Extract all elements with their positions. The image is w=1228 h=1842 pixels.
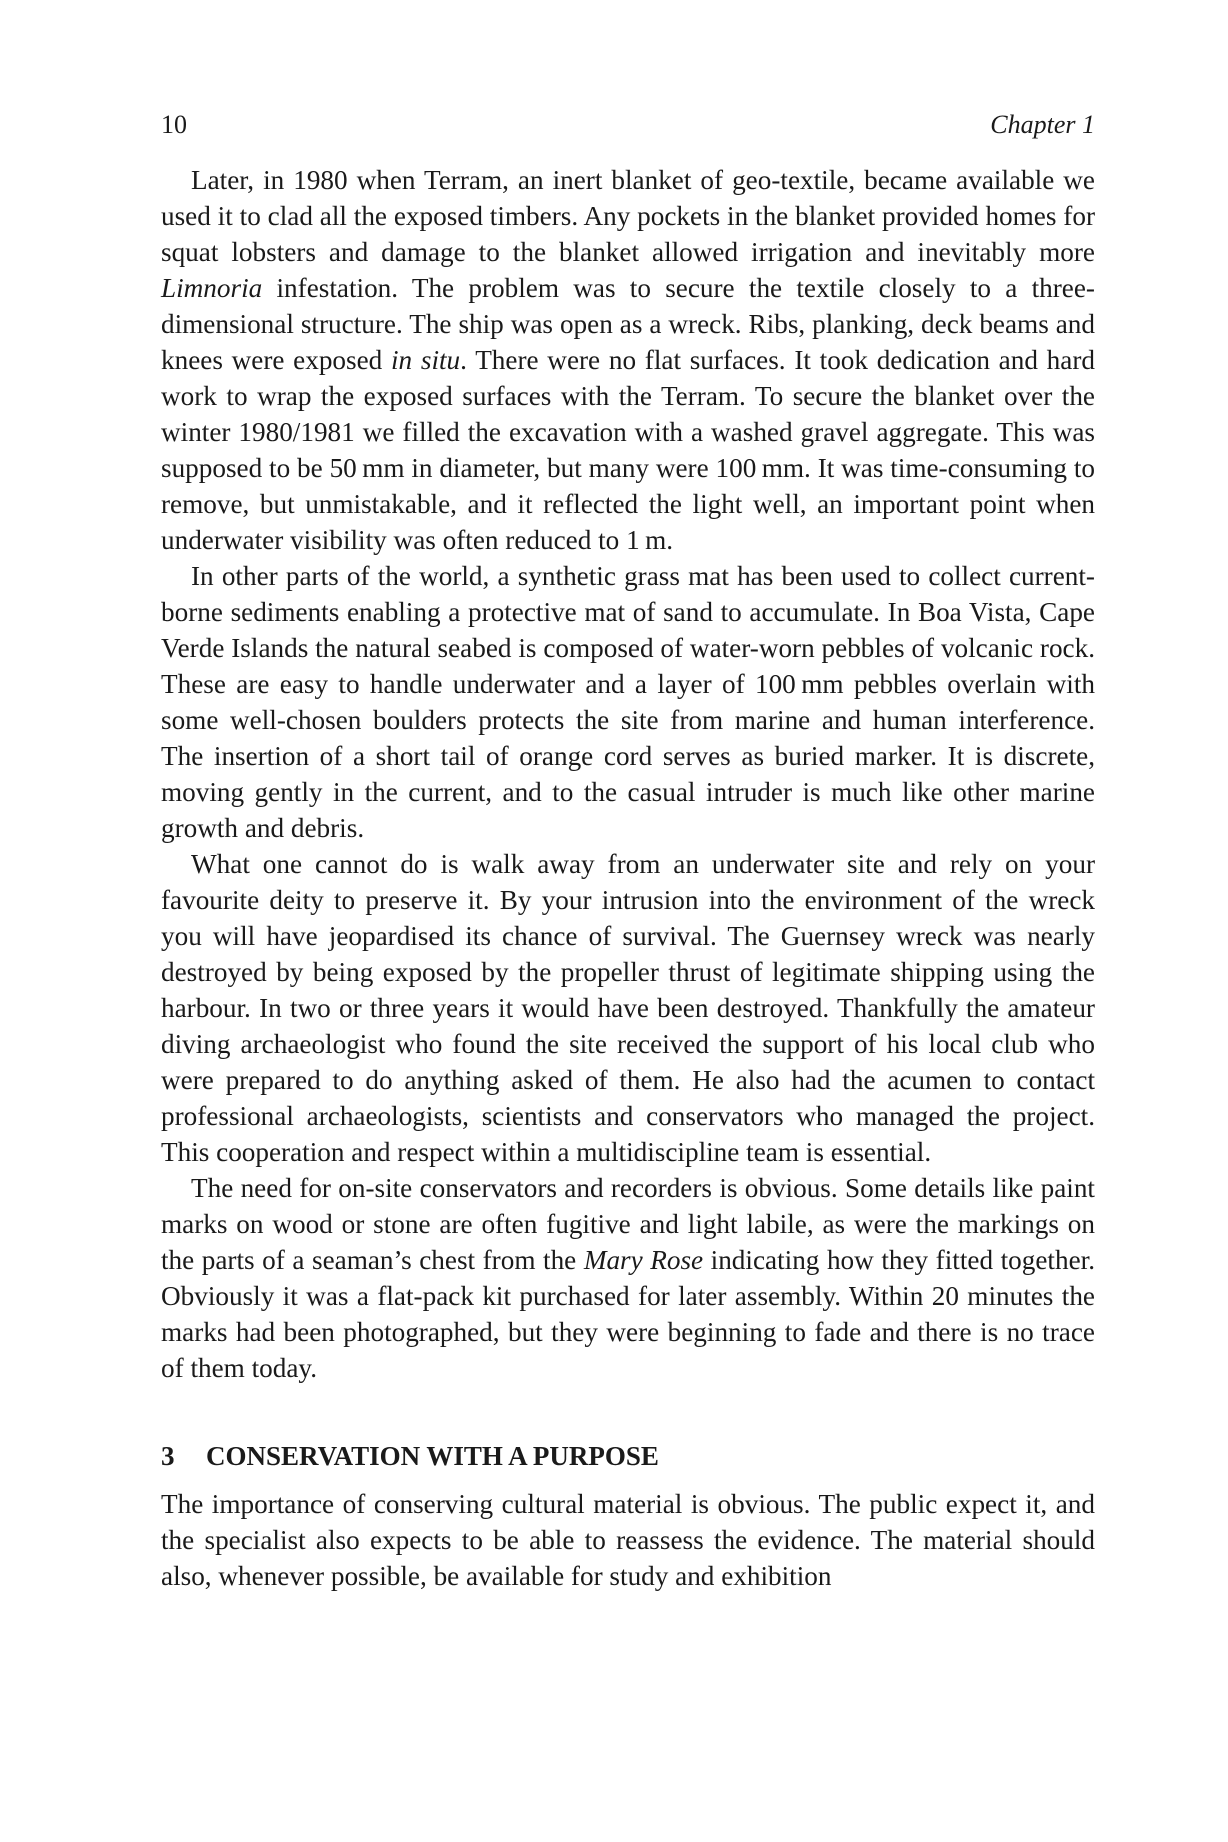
body-text [161, 162, 1095, 1594]
paragraph-guernsey-wreck: What one cannot do is walk away from an underwater site and rely on your favourite deity to preserve it. By your intrusion into the environment of the wreck you will have jeopardised its chance of survival. The Guernsey wreck was nearly destroyed by being exposed by the propeller thrust of legitimate shipping using the harbour. In two or three years it would have been destroyed. Thankfully the amateur diving archaeologist who found the site received the support of his local club who were prepared to do anything asked of them. He also had the acumen to contact professional archaeologists, scientists and conservators who managed the project. This cooperation and respect within a multidiscipline team is essential. [161, 849, 1095, 1167]
paragraph-text: . There were no flat surfaces. It took dedication and hard work to wrap the exposed surfaces with the Terram. To secure the blanket over the winter 1980/1981 we filled the excavation with a washed gravel aggregate. This was supposed to be 50 mm in diameter, but many were 100 mm. It was time-consuming to remove, but unmistakable, and it reflected the light well, an important point when underwater visibility was often reduced to 1 m. [161, 345, 1095, 555]
paragraph-text: indicating how they fitted together. Obviously it was a flat-pack kit purchased for later assembly. Within 20 minutes the marks had been photographed, but they were beginning to fade and there is no trace of them today. [161, 1245, 1095, 1383]
paragraph-on-site-conservators [161, 1170, 1095, 1386]
italic-term-mary-rose: Mary Rose [583, 1245, 704, 1275]
section-heading [161, 1438, 1095, 1474]
paragraph-text: The need for on-site conservators and recorders is obvious. Some details like paint marks on wood or stone are often fugitive and light labile, as were the markings on the parts of a seaman’s chest from the [161, 1173, 1095, 1275]
page-number: 10 [161, 110, 187, 139]
paragraph-text: infestation. The problem was to secure the textile closely to a three-dimensional structure. The ship was open as a wreck. Ribs, planking, deck beams and knees were exposed [161, 273, 1095, 375]
paragraph-conservation-purpose: The importance of conserving cultural material is obvious. The public expect it, and the specialist also expects to be able to reassess the evidence. The material should also, whenever possible, be available for study and exhibition [161, 1489, 1095, 1591]
paragraph-text: Later, in 1980 when Terram, an inert blanket of geo-textile, became available we used it to clad all the exposed timbers. Any pockets in the blanket provided homes for squat lobsters and damage to the blanket allowed irrigation and inevitably more [161, 165, 1095, 267]
chapter-label: Chapter 1 [990, 110, 1095, 139]
italic-term-in-situ: in situ [391, 345, 461, 375]
section-number: 3 [161, 1441, 175, 1471]
italic-term-limnoria: Limnoria [161, 273, 263, 303]
running-head [161, 108, 1095, 142]
section-title: CONSERVATION WITH A PURPOSE [206, 1441, 659, 1471]
paragraph-terram-blanket [161, 162, 1095, 558]
paragraph-grass-mat: In other parts of the world, a synthetic grass mat has been used to collect current-borne sediments enabling a protective mat of sand to accumulate. In Boa Vista, Cape Verde Islands the natural seabed is composed of water-worn pebbles of volcanic rock. These are easy to handle underwater and a layer of 100 mm pebbles overlain with some well-chosen boulders protects the site from marine and human interference. The insertion of a short tail of orange cord serves as buried marker. It is discrete, moving gently in the current, and to the casual intruder is much like other marine growth and debris. [161, 561, 1095, 843]
